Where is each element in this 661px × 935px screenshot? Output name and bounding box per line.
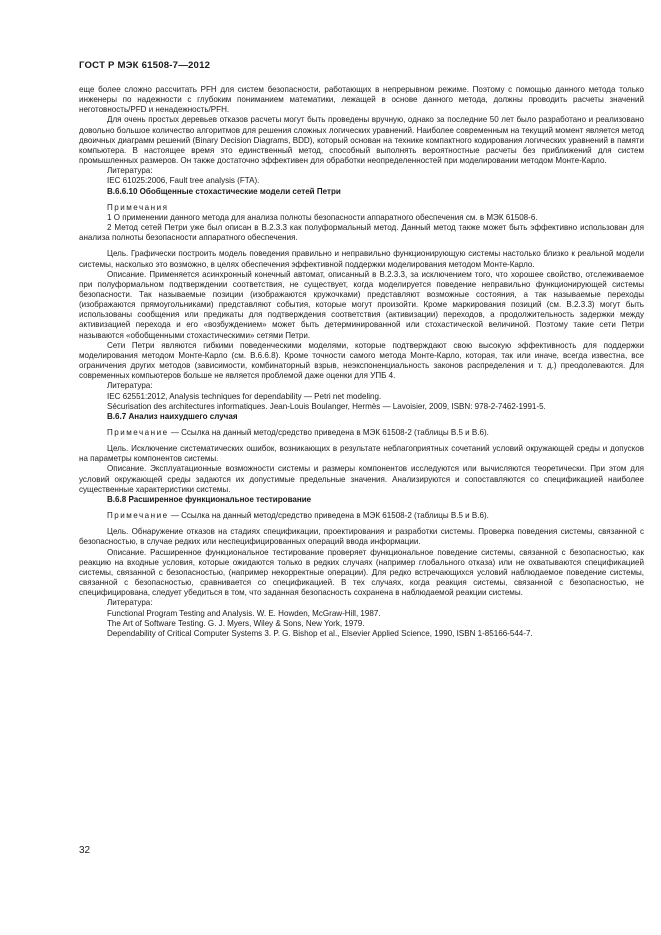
reference: Dependability of Critical Computer Systems 3. P. G. Bishop et al., Elsevier Applied Science, 1990, ISBN 1-85166-544-7. (107, 628, 533, 638)
reference: IEC 62551:2012, Analysis techniques for dependability — Petri net modeling. (107, 391, 382, 401)
note (79, 428, 644, 438)
paragraph: еще более сложно рассчитать PFH для систем безопасности, работающих в непрерывном режиме. Поэтому с помощью данного метода только инженеры по надежности с глубоким пониманием математики, лежащей в основе данного метода, должны проводить расчеты значений неготовность/PFD и ненадежность/PFH. (79, 85, 644, 115)
note-text: — Ссылка на данный метод/средство приведена в МЭК 61508-2 (таблицы В.5 и В.6). (168, 511, 489, 521)
paragraph: Описание. Расширенное функциональное тестирование проверяет функциональное поведение системы, связанной с безопасностью, как реакцию на входные условия, которые ожидаются только в редких случаях (например глобального отказа) или не охватываются спецификацией системы, связанной с безопасностью, (например некорректные операции). Для редко встречающихся условий наблюдаемое поведение системы, связанной с безопасностью, сравнивается со спецификацией. В тех случаях, когда реакция системы, связанной с безопасностью, не специфицирована, следует убедиться в том, что заданная безопасность сохранена в наблюдаемой реакции системы. (79, 547, 644, 598)
paragraph: Описание. Применяется асинхронный конечный автомат, описанный в В.2.3.3, за исключением того, что хорошее свойство, отслеживаемое при полуформальном подтверждении соответствия, не существует, когда моделируется поведение неправильно функционирующей системы безопасности. Так называемые позиции (изображаются кружочками) представляют возможные состояния, а так называемые переходы (изображаются прямоугольниками) представляют события, которые могут произойти. Кроме маркирования позиций (см. В.2.3.3) могут быть использованы сообщения или предикаты для подтверждения соответствия (активизации) переходов, а продолжительность задержки между активизацией перехода и его «возбуждением» может быть детерминированной или стохастической величиной. Поэтому такие сети Петри называются «обобщенными стохастическими» сетями Петри. (79, 269, 644, 340)
document-body (79, 85, 644, 639)
notes-label: Примечания (107, 202, 169, 212)
note: 1 О применении данного метода для анализа полноты безопасности аппаратного обеспечения см. в МЭК 61508-6. (107, 212, 538, 222)
note-label: Примечание (107, 511, 169, 521)
reference: Sécurisation des architectures informatiques. Jean-Louis Boulanger, Hermès — Lavoisier, 2009, ISBN: 978-2-7462-1991-5. (107, 401, 546, 411)
literature-label: Литература: (107, 381, 153, 391)
note-label: Примечание (107, 428, 169, 437)
paragraph: Сети Петри являются гибкими поведенческими моделями, которые подтверждают свою высокую эффективность для поддержки моделирования методом Монте-Карло (см. В.6.6.8). Кроме точности самого метода Монте-Карло, которая, так или иначе, всегда известна, все ограничения других методов (зависимости, комбинаторный взрыв, неэкспоненциальность законов распределения и т. д.) преодолеваются. Для современных компьютеров больше не является проблемой даже оценки для УПБ 4. (79, 340, 644, 381)
paragraph: Цель. Обнаружение отказов на стадиях спецификации, проектирования и разработки системы. Проверка поведения системы, связанной с безопасностью, в случае редких или неспецифицированных операций ввода информации. (79, 527, 644, 547)
paragraph: Описание. Эксплуатационные возможности системы и размеры компонентов исследуются или вычисляются теоретически. При этом для условий окружающей среды задаются их допустимые предельные значения. Анализируются и сопоставляются со спецификацией наиболее существенные характеристики системы. (79, 464, 644, 494)
note: 2 Метод сетей Петри уже был описан в В.2.3.3 как полуформальный метод. Данный метод также может быть эффективно использован для анализа полноты безопасности аппаратного обеспечения. (79, 223, 644, 243)
section-heading: В.6.8 Расширенное функциональное тестирование (107, 494, 312, 504)
note (79, 511, 644, 521)
reference: The Art of Software Testing. G. J. Myers, Wiley & Sons, New York, 1979. (107, 618, 365, 628)
section-heading: В.6.7 Анализ наихудшего случая (107, 411, 238, 421)
note-text: — Ссылка на данный метод/средство приведена в МЭК 61508-2 (таблицы В.5 и В.6). (168, 428, 489, 437)
paragraph: Цель. Исключение систематических ошибок, возникающих в результате неблагоприятных сочетаний условий окружающей среды и допусков на параметры компонентов системы. (79, 444, 644, 464)
page-number: 32 (79, 845, 91, 856)
standard-header: ГОСТ Р МЭК 61508-7—2012 (79, 60, 211, 71)
reference: IEC 61025:2006, Fault tree analysis (FTA). (107, 176, 260, 186)
paragraph: Для очень простых деревьев отказов расчеты могут быть проведены вручную, однако за последние 50 лет было разработано и реализовано довольно большое количество алгоритмов для решения сложных логических уравнений. Наиболее современным на текущий момент является метод двоичных диаграмм решений (Binary Decision Diagrams, BDD), который основан на технике компактного кодирования логических уравнений в памяти компьютера. В настоящее время это единственный метод, способный выполнять вероятностные расчеты без приближений для систем промышленных размеров. Он также достаточно эффективен для обработки неопределенностей при моделировании методом Монте-Карло. (79, 115, 644, 166)
reference: Functional Program Testing and Analysis. W. E. Howden, McGraw-Hill, 1987. (107, 608, 381, 618)
paragraph: Цель. Графически построить модель поведения правильно и неправильно функционирующую системы настолько близко к реальной модели системы, насколько это возможно, в целях обеспечения эффективной поддержки моделирования методом Монте-Карло. (79, 249, 644, 269)
section-heading: В.6.6.10 Обобщенные стохастические модели сетей Петри (107, 186, 341, 196)
literature-label: Литература: (107, 598, 153, 608)
literature-label: Литература: (107, 166, 153, 176)
